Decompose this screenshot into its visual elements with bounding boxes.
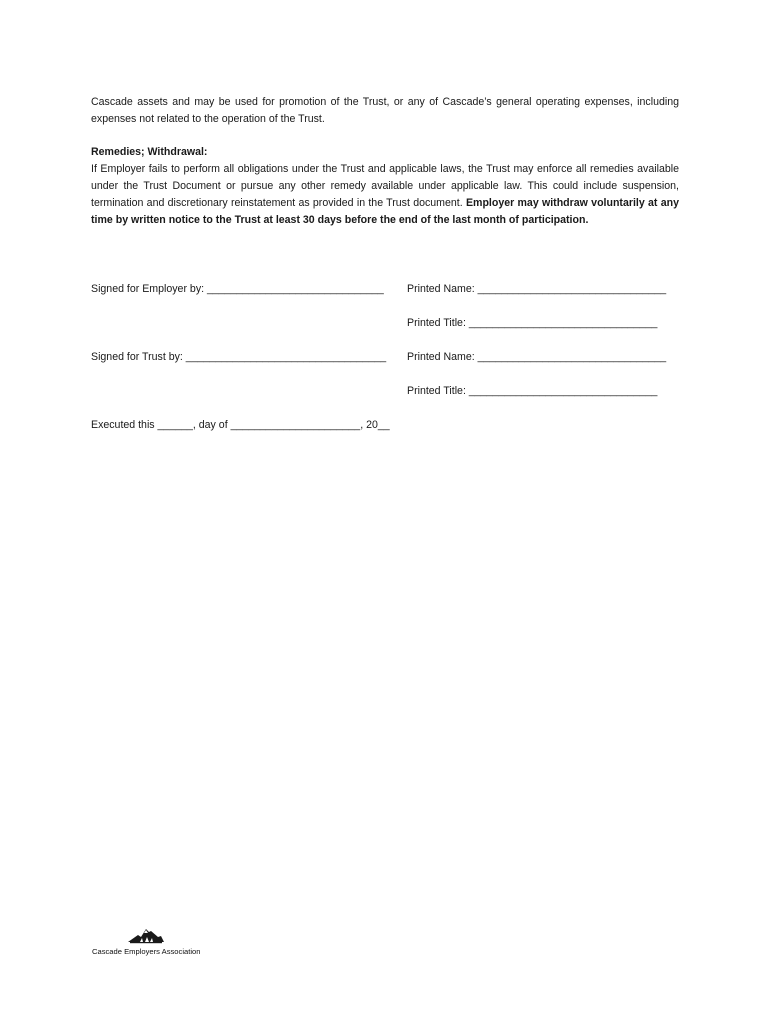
paragraph-remedies [91,161,679,229]
logo-text: Cascade Employers Association [92,947,201,956]
cascade-logo [92,926,212,960]
signed-for-employer-line[interactable]: Signed for Employer by: ______________________________ [91,283,384,295]
printed-title-employer-line[interactable]: Printed Title: ________________________________ [407,317,658,329]
withdrawal-text: Employer may withdraw voluntarily at any time by written notice to the Trust at least 30 days before the end of the last month of participation. [91,197,679,226]
printed-name-trust-line[interactable]: Printed Name: ________________________________ [407,351,667,363]
paragraph-trust-assets: Cascade assets and may be used for promotion of the Trust, or any of Cascade’s general operating expenses, including expenses not related to the operation of the Trust. [91,96,679,125]
printed-name-employer-line[interactable]: Printed Name: ________________________________ [407,283,667,295]
mountain-logo-icon [126,926,166,946]
executed-date-line[interactable]: Executed this ______, day of ______________________, 20__ [91,419,390,431]
section-heading-remedies: Remedies; Withdrawal: [91,146,208,158]
remedies-text: If Employer fails to perform all obligations under the Trust and applicable laws, the Trust may enforce all remedies available under the Trust Document or pursue any other remedy available under applicable law. This could include suspension, termination and discretionary reinstatement as provided in the Trust document. [91,163,679,209]
signed-for-trust-line[interactable]: Signed for Trust by: __________________________________ [91,351,387,363]
printed-title-trust-line[interactable]: Printed Title: ________________________________ [407,385,658,397]
